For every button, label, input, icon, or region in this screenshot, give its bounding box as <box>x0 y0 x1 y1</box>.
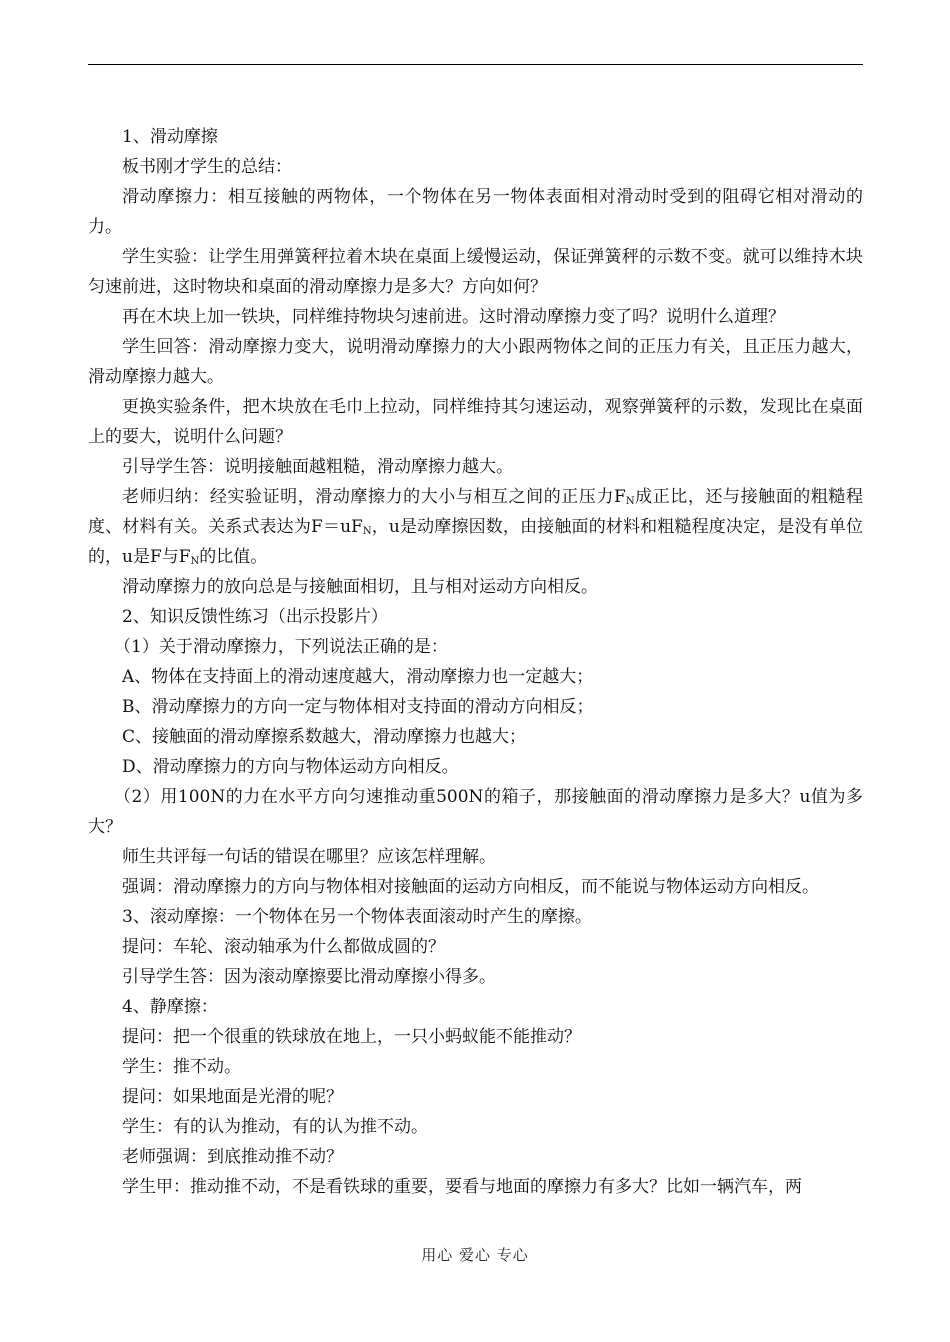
exercise-1-question: （1）关于滑动摩擦力，下列说法正确的是： <box>114 637 448 657</box>
paragraph: 学生：有的认为推动，有的认为推不动。 <box>122 1117 428 1137</box>
summary-text: 的比值。 <box>199 547 268 567</box>
paragraph: 滑动摩擦力的放向总是与接触面相切，且与相对运动方向相反。 <box>122 577 598 597</box>
heading-feedback-exercise: 2、知识反馈性练习（出示投影片） <box>122 607 388 627</box>
paragraph: 引导学生答：因为滚动摩擦要比滑动摩擦小得多。 <box>122 967 496 987</box>
subscript-n: N <box>625 496 635 507</box>
heading-sliding-friction: 1、滑动摩擦 <box>122 127 218 147</box>
summary-text: 老师归纳：经实验证明，滑动摩擦力的大小与相互之间的正压力F <box>122 487 626 507</box>
paragraph: 学生回答：滑动摩擦力变大，说明滑动摩擦力的大小跟两物体之间的正压力有关，且正压力越大，滑动摩擦力越大。 <box>88 337 863 387</box>
paragraph: 提问：把一个很重的铁球放在地上，一只小蚂蚁能不能推动？ <box>122 1027 581 1047</box>
paragraph: 提问：如果地面是光滑的呢？ <box>122 1087 343 1107</box>
paragraph: 强调：滑动摩擦力的方向与物体相对接触面的运动方向相反，而不能说与物体运动方向相反。 <box>122 877 819 897</box>
heading-static-friction: 4、静摩擦： <box>122 997 218 1017</box>
paragraph: 板书刚才学生的总结： <box>122 157 292 177</box>
paragraph: 老师强调：到底推动推不动？ <box>122 1147 343 1167</box>
paragraph: 更换实验条件，把木块放在毛巾上拉动，同样维持其匀速运动，观察弹簧秤的示数，发现比在桌面上的要大，说明什么问题？ <box>88 397 863 447</box>
exercise-2-question: （2）用100N的力在水平方向匀速推动重500N的箱子，那接触面的滑动摩擦力是多大？u值为多大？ <box>88 787 863 837</box>
teacher-summary-paragraph <box>88 482 863 572</box>
paragraph: 学生甲：推动推不动，不是看铁球的重要，要看与地面的摩擦力有多大？比如一辆汽车，两 <box>122 1177 802 1197</box>
page-footer: 用心 爱心 专心 <box>421 1246 529 1264</box>
paragraph: 学生：推不动。 <box>122 1057 241 1077</box>
paragraph: 引导学生答：说明接触面越粗糙，滑动摩擦力越大。 <box>122 457 513 477</box>
header-rule <box>88 64 863 65</box>
heading-rolling-friction: 3、滚动摩擦：一个物体在另一个物体表面滚动时产生的摩擦。 <box>122 907 592 927</box>
summary-text: 成正比，还与接触面的粗糙程度、材料有关。关系式表达为F＝uF <box>88 487 863 537</box>
exercise-1-option-d: D、滑动摩擦力的方向与物体运动方向相反。 <box>122 757 459 777</box>
paragraph: 学生实验：让学生用弹簧秤拉着木块在桌面上缓慢运动，保证弹簧秤的示数不变。就可以维持木块匀速前进，这时物块和桌面的滑动摩擦力是多大？方向如何？ <box>88 247 863 297</box>
paragraph: 滑动摩擦力：相互接触的两物体，一个物体在另一物体表面相对滑动时受到的阻碍它相对滑动的力。 <box>88 187 863 237</box>
paragraph: 提问：车轮、滚动轴承为什么都做成圆的？ <box>122 937 445 957</box>
exercise-1-option-b: B、滑动摩擦力的方向一定与物体相对支持面的滑动方向相反； <box>122 697 594 717</box>
subscript-n: N <box>362 526 372 537</box>
exercise-1-option-c: C、接触面的滑动摩擦系数越大，滑动摩擦力也越大； <box>122 727 527 747</box>
subscript-n: N <box>190 556 200 567</box>
exercise-1-option-a: A、物体在支持面上的滑动速度越大，滑动摩擦力也一定越大； <box>122 667 594 687</box>
paragraph: 师生共评每一句话的错误在哪里？应该怎样理解。 <box>122 847 496 867</box>
document-body <box>88 122 863 1202</box>
paragraph: 再在木块上加一铁块，同样维持物块匀速前进。这时滑动摩擦力变了吗？说明什么道理？ <box>122 307 785 327</box>
summary-text: ，u是动摩擦因数，由接触面的材料和粗糙程度决定，是没有单位的，u是F与F <box>88 517 863 567</box>
